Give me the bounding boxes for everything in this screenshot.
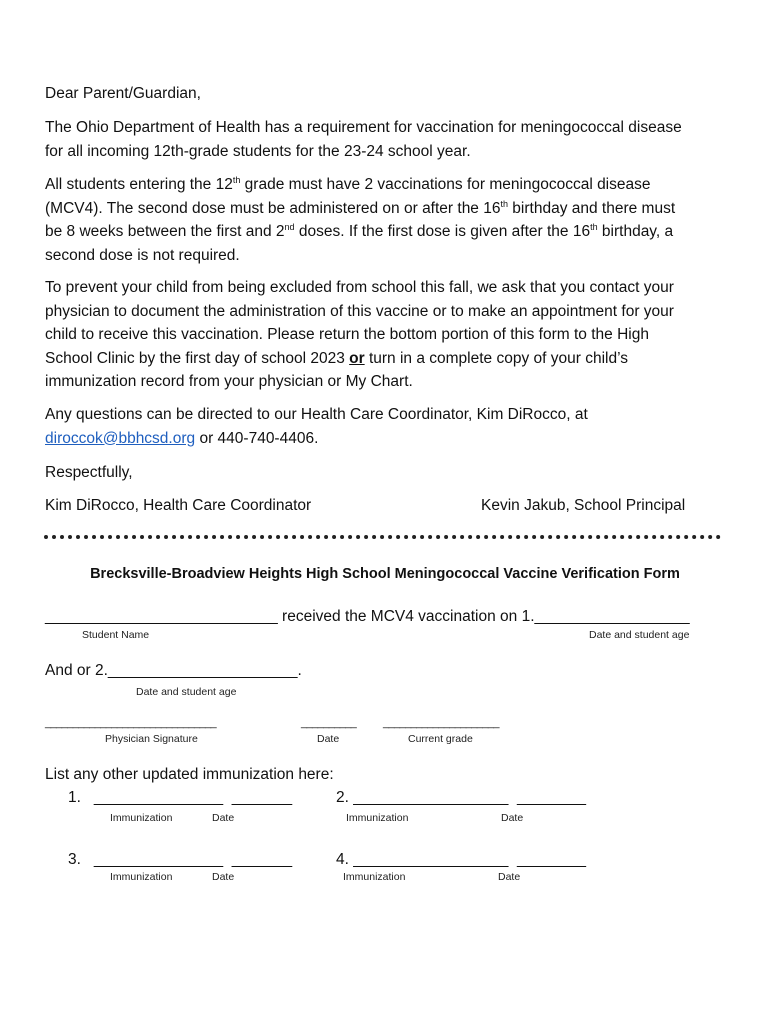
paragraph-3-line-1: To prevent your child from being excluded from school this fall, we ask that you contact your (45, 279, 674, 296)
current-grade-label: Current grade (408, 733, 473, 745)
dose-2-date-field[interactable]: ______________________. (107, 662, 302, 679)
paragraph-3-line-5: immunization record from your physician or My Chart. (45, 373, 413, 390)
student-name-label: Student Name (82, 629, 150, 641)
student-name-field[interactable]: ___________________________ (45, 608, 278, 625)
list-title: List any other updated immunization here: (45, 766, 334, 783)
paragraph-1-line-1: The Ohio Department of Health has a requirement for vaccination for meningococcal disease (45, 119, 682, 136)
physician-signature-label: Physician Signature (105, 733, 198, 745)
immunization-label: Immunization (346, 812, 409, 824)
immunization-item-2: 2. __________________ ________ (336, 789, 587, 806)
paragraph-3-line-2: physician to document the administration of this vaccine or to make an appointment for your (45, 302, 674, 320)
current-grade-field[interactable]: _____________________ (383, 717, 499, 729)
email-link[interactable]: diroccok@bbhcsd.org (45, 429, 196, 447)
paragraph-2-line-4: second dose is not required. (45, 246, 240, 264)
immunization-item-4: 4. __________________ ________ (336, 851, 587, 868)
physician-signature-field[interactable]: _______________________________ (45, 717, 217, 729)
immunization-date-label: Date (498, 871, 521, 883)
emphasis-or: or (349, 349, 365, 367)
mcv4-row-2: And or 2.______________________. (45, 662, 302, 679)
paragraph-4 (45, 403, 588, 450)
date-age-label-1: Date and student age (589, 629, 690, 641)
paragraph-3 (45, 276, 674, 394)
immunization-item-1: 1. _______________ _______ (68, 789, 293, 806)
immunization-label: Immunization (343, 871, 406, 883)
paragraph-4-line-2: diroccok@bbhcsd.org or 440-740-4406. (45, 429, 319, 447)
paragraph-3-line-3: child to receive this vaccination. Please return the bottom portion of this form to the High (45, 326, 649, 343)
signature-principal: Kevin Jakub, School Principal (481, 497, 686, 514)
immunization-date-label: Date (212, 812, 235, 824)
paragraph-2-line-1: All students entering the 12th grade must have 2 vaccinations for meningococcal disease (45, 175, 651, 193)
immunization-date-label: Date (212, 871, 235, 883)
paragraph-3-line-4: School Clinic by the first day of school 2023 or turn in a complete copy of your child’s (45, 349, 628, 367)
date-field[interactable]: __________ (301, 717, 357, 729)
closing: Respectfully, (45, 464, 133, 481)
cut-line-divider (44, 535, 721, 539)
signature-coordinator: Kim DiRocco, Health Care Coordinator (45, 497, 312, 514)
immunization-label: Immunization (110, 871, 173, 883)
date-label: Date (317, 733, 340, 745)
paragraph-2 (45, 173, 675, 267)
mcv4-row-1: ___________________________ received the MCV4 vaccination on 1.__________________ (45, 608, 690, 625)
immunization-item-3: 3. _______________ _______ (68, 851, 293, 868)
immunization-field[interactable]: _______________ (93, 851, 224, 868)
immunization-date-field[interactable]: ________ (517, 851, 587, 868)
immunization-field[interactable]: __________________ (353, 851, 509, 868)
paragraph-1-line-2: for all incoming 12th-grade students for the 23-24 school year. (45, 142, 471, 160)
dose-1-date-field[interactable]: __________________ (534, 608, 690, 625)
immunization-field[interactable]: __________________ (353, 789, 509, 806)
form-title: Brecksville-Broadview Heights High School Meningococcal Vaccine Verification Form (90, 566, 680, 582)
greeting: Dear Parent/Guardian, (45, 85, 201, 102)
date-age-label-2: Date and student age (136, 686, 237, 698)
immunization-field[interactable]: _______________ (93, 789, 224, 806)
immunization-date-field[interactable]: _______ (231, 789, 293, 806)
immunization-label: Immunization (110, 812, 173, 824)
paragraph-4-line-1: Any questions can be directed to our Health Care Coordinator, Kim DiRocco, at (45, 406, 588, 423)
immunization-date-label: Date (501, 812, 524, 824)
immunization-date-field[interactable]: _______ (231, 851, 293, 868)
paragraph-2-line-3: be 8 weeks between the first and 2nd doses. If the first dose is given after the 16th birthday, a (45, 222, 674, 240)
paragraph-2-line-2: (MCV4). The second dose must be administered on or after the 16th birthday and there must (45, 198, 676, 217)
paragraph-1 (45, 116, 682, 163)
immunization-date-field[interactable]: ________ (517, 789, 587, 806)
